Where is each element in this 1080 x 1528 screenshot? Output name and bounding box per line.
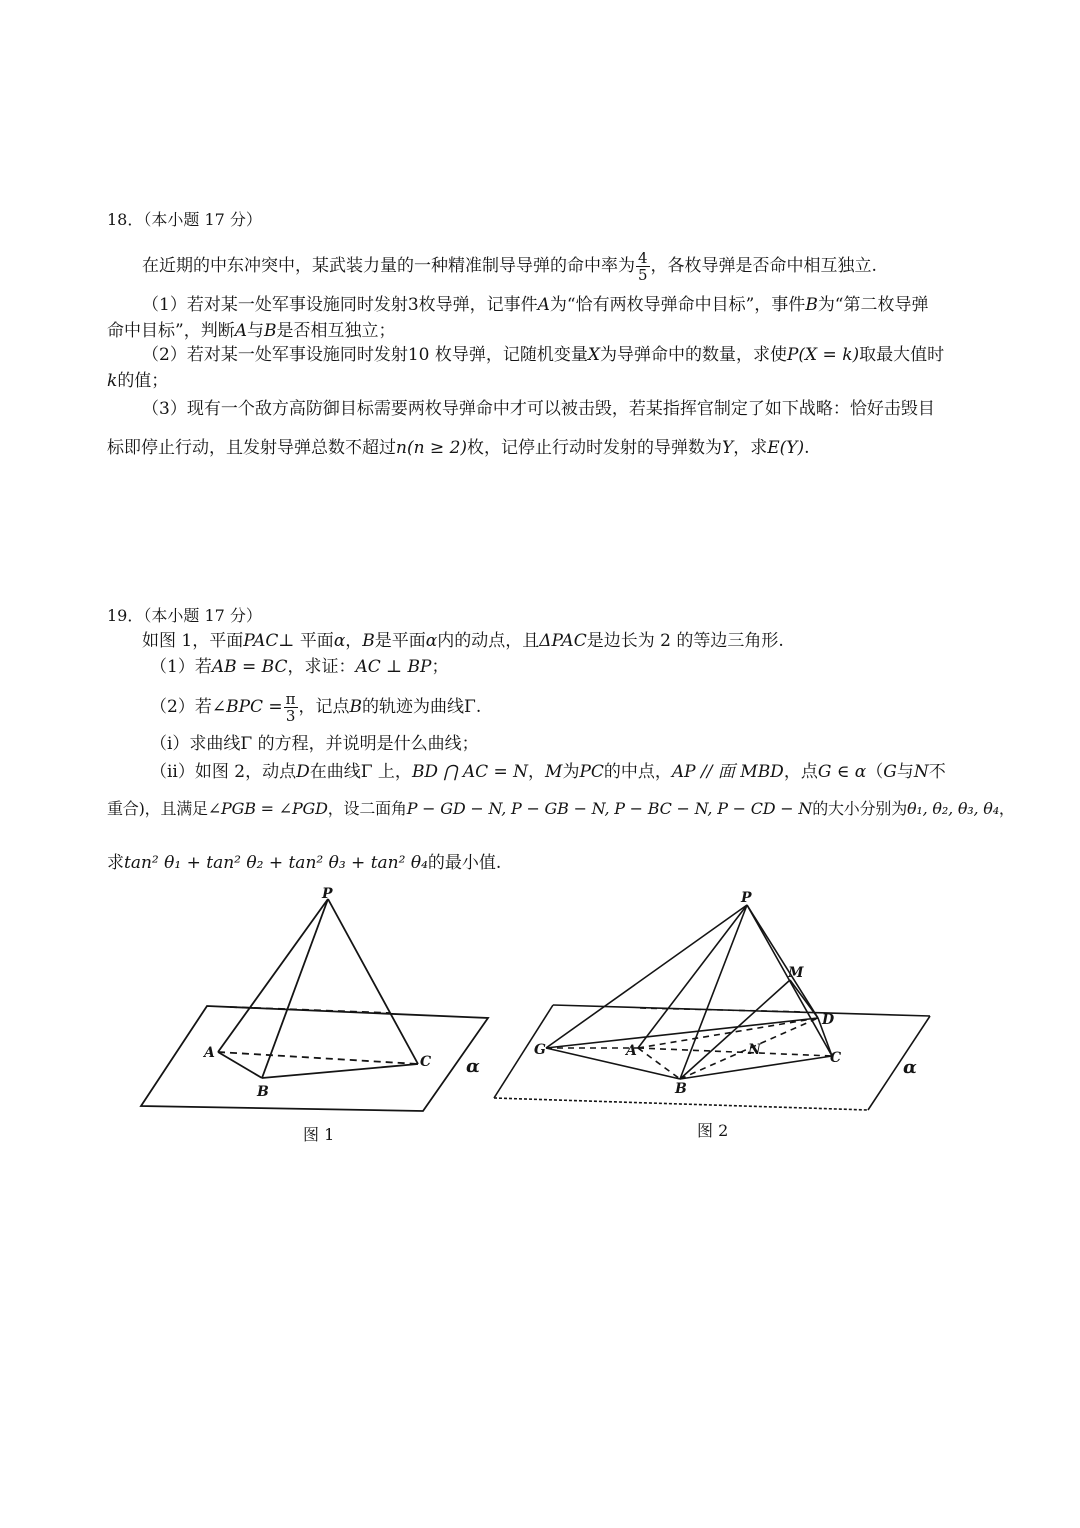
q19-tan-expression: tan² θ₁ + tan² θ₂ + tan² θ₃ + tan² θ₄ <box>124 853 428 873</box>
q18-p3-text: . <box>804 438 810 458</box>
q19-plane-pac: PAC <box>243 631 279 651</box>
q18-part3-line1: （3）现有一个敌方高防御目标需要两枚导弹命中才可以被击毁，若某指挥官制定了如下战略：恰好击毁目 <box>142 399 935 419</box>
q19-point-n: N <box>913 762 929 782</box>
fig2-plane-edge-bottom <box>494 1098 868 1110</box>
q18-p1-text: 与 <box>246 321 264 341</box>
q19-pii-text: （ii）如图 2，动点 <box>150 762 297 782</box>
q18-p3-text: 标即停止行动，且发射导弹总数不超过 <box>107 438 396 458</box>
fig1-label-alpha: α <box>466 1056 480 1077</box>
q19-part2 <box>150 691 481 724</box>
q19-p1-condition: AB = BC <box>211 657 288 677</box>
q19-p2-text: ，记点 <box>298 697 350 717</box>
q19-intro-text: 如图 1，平面 <box>142 631 244 651</box>
q18-intro <box>142 250 877 283</box>
q18-p2-text: 为导弹命中的数量，求使 <box>599 345 787 365</box>
q19-point-m: M <box>545 762 563 782</box>
fig2-label-c: C <box>830 1050 842 1066</box>
q18-p1-var-a: A <box>234 321 247 341</box>
q19-point-b: B <box>349 697 363 717</box>
q19-p2-text: （2）若 <box>150 697 212 717</box>
fig2-edge-pb <box>680 905 747 1079</box>
q19-pii-text: 在曲线Γ 上， <box>309 762 412 782</box>
q19-pii-text: 不 <box>928 762 946 782</box>
q19-parallel: AP // 面 MBD <box>671 762 784 782</box>
fig1-edge-pa <box>218 899 328 1052</box>
q19-point-g: G ∈ α <box>817 762 867 782</box>
q19-pii-text: 重合)，且满足 <box>107 799 208 818</box>
fig2-edge-pg <box>546 905 747 1048</box>
q19-p1-text: （1）若 <box>150 657 212 677</box>
q18-intro-text-b: ，各枚导弹是否命中相互独立. <box>650 256 877 276</box>
fig2-label-p: P <box>741 890 752 906</box>
q18-p2-probability: P(X = k) <box>786 345 860 365</box>
q19-part-ii-line1 <box>150 760 946 784</box>
q19-pii-text: 与 <box>896 762 914 782</box>
fig2-edge-pd <box>747 905 818 1018</box>
figure-2-caption: 图 2 <box>697 1121 729 1140</box>
q19-pii-text: ， <box>998 799 1015 818</box>
q19-pii-text: ，点 <box>783 762 818 782</box>
q19-intro-text: 是边长为 2 的等边三角形. <box>586 631 784 651</box>
fig2-label-g: G <box>534 1042 546 1058</box>
q19-part-ii-line3 <box>107 851 501 875</box>
q19-alpha: α <box>333 631 346 651</box>
q19-p2-angle: ∠BPC = <box>211 697 283 717</box>
fig1-edge-pc <box>328 899 418 1064</box>
q18-p1-text: 为“第二枚导弹 <box>817 295 929 315</box>
q19-point-g: G <box>883 762 897 782</box>
q19-p1-text: ，求证： <box>287 657 356 677</box>
q19-thetas: θ₁, θ₂, θ₃, θ₄ <box>907 799 999 818</box>
q19-heading: 19．（本小题 17 分） <box>107 606 262 625</box>
q19-dihedral-angles: P − GD − N, P − GB − N, P − BC − N, P − CD − N <box>406 799 813 818</box>
q19-p2-text: 的轨迹为曲线Γ. <box>362 697 482 717</box>
q18-heading: 18．（本小题 17 分） <box>107 210 262 229</box>
q19-pii-text: ，设二面角 <box>327 799 407 818</box>
q19-alpha: α <box>425 631 438 651</box>
q18-p2-var-k: k <box>107 371 118 391</box>
q18-part1-line1 <box>142 293 929 317</box>
q18-p2-text: （2）若对某一处军事设施同时发射10 枚导弹，记随机变量 <box>142 345 588 365</box>
fig1-edge-ab <box>218 1052 262 1078</box>
fig2-plane-edge-right <box>868 1016 930 1110</box>
q18-p1-var-a: A <box>537 295 550 315</box>
q18-p2-var-x: X <box>587 345 600 365</box>
fig1-label-c: C <box>420 1054 432 1070</box>
q18-p2-text: 的值； <box>117 371 169 391</box>
figure-1 <box>130 885 510 1125</box>
q19-pii-text: 为 <box>562 762 580 782</box>
q18-p3-expectation: E(Y) <box>767 438 805 458</box>
q19-intro <box>142 629 784 653</box>
q18-p1-var-b: B <box>805 295 818 315</box>
q19-point-b: B <box>362 631 375 651</box>
q18-frac-num: 4 <box>638 249 648 267</box>
q19-p2-frac-num: π <box>285 690 296 708</box>
q19-intro-text: ⊥ 平面 <box>278 631 334 651</box>
q19-p2-fraction <box>284 691 298 724</box>
fig2-edge-pa <box>638 905 747 1048</box>
fig1-hidden-ac <box>218 1052 418 1064</box>
q19-intro-text: ， <box>345 631 363 651</box>
q19-part-i: （i）求曲线Γ 的方程，并说明是什么曲线； <box>150 734 479 754</box>
fig1-label-p: P <box>322 886 333 902</box>
figure-1-caption: 图 1 <box>303 1125 335 1144</box>
q19-part1 <box>150 655 448 679</box>
q19-pii-text: 的大小分别为 <box>812 799 907 818</box>
q18-p3-var-y: Y <box>722 438 734 458</box>
q19-point-d: D <box>296 762 310 782</box>
q18-p1-text: 是否相互独立； <box>276 321 396 341</box>
fig2-label-a: A <box>626 1043 637 1059</box>
q19-pii-text: 的最小值. <box>427 853 502 873</box>
fig1-edge-bc <box>262 1064 418 1078</box>
q19-pii-text: ， <box>528 762 546 782</box>
q18-fraction <box>636 250 650 283</box>
q18-p3-var-n: n(n ≥ 2) <box>396 438 468 458</box>
q19-p1-conclusion: AC ⊥ BP <box>355 657 432 677</box>
q19-intro-text: 内的动点，且 <box>437 631 540 651</box>
figure-2 <box>485 885 945 1125</box>
q19-p2-frac-den: 3 <box>285 707 296 725</box>
q18-frac-den: 5 <box>638 266 648 284</box>
fig2-label-d: D <box>822 1012 835 1028</box>
q19-pii-text: 求 <box>107 853 124 873</box>
q18-p1-var-b: B <box>263 321 277 341</box>
q18-p1-text: （1）若对某一处军事设施同时发射3枚导弹，记事件 <box>142 295 538 315</box>
fig2-label-b: B <box>675 1081 687 1097</box>
q18-p3-text: ，求 <box>733 438 768 458</box>
fig2-label-n: N <box>748 1042 761 1058</box>
q18-part3-line2 <box>107 436 810 460</box>
q18-p3-text: 枚，记停止行动时发射的导弹数为 <box>467 438 723 458</box>
q19-intro-text: 是平面 <box>374 631 426 651</box>
q18-p1-text: 命中目标”，判断 <box>107 321 235 341</box>
q19-part-ii-line2 <box>107 797 1015 821</box>
fig2-edge-gd <box>546 1018 818 1048</box>
q19-segment-pc: PC <box>579 762 604 782</box>
q18-p1-text: 为“恰有两枚导弹命中目标”，事件 <box>549 295 806 315</box>
fig2-label-alpha: α <box>903 1057 917 1078</box>
q19-intersection: BD ⋂ AC = N <box>411 762 529 782</box>
q18-part2-line1 <box>142 343 944 367</box>
fig2-hidden-ad <box>638 1018 818 1048</box>
q19-pii-text: 的中点， <box>603 762 672 782</box>
q19-triangle-pac: ΔPAC <box>539 631 587 651</box>
fig1-label-b: B <box>257 1084 269 1100</box>
q18-intro-text-a: 在近期的中东冲突中，某武装力量的一种精准制导导弹的命中率为 <box>142 256 635 276</box>
q18-p2-text: 取最大值时 <box>859 345 945 365</box>
q19-p1-text: ； <box>431 657 449 677</box>
fig1-edge-pb <box>262 899 328 1078</box>
q19-angle-equality: ∠PGB = ∠PGD <box>207 799 328 818</box>
fig2-label-m: M <box>788 965 804 981</box>
q18-part2-line2 <box>107 369 168 393</box>
q19-pii-text: （ <box>866 762 884 782</box>
fig1-label-a: A <box>204 1045 215 1061</box>
q18-part1-line2 <box>107 319 395 343</box>
